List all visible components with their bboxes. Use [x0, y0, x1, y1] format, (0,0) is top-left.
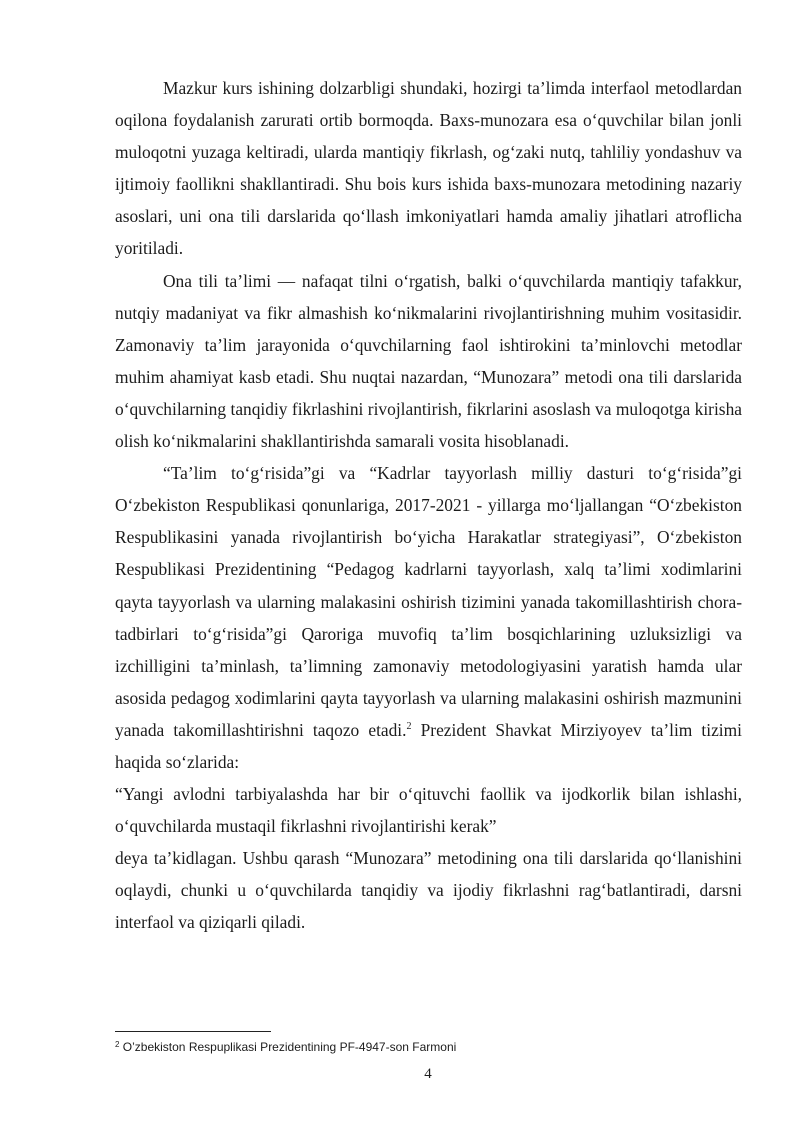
footnote-marker: 2	[115, 1040, 120, 1049]
body-text	[115, 72, 742, 939]
paragraph-3-text: “Ta’lim to‘g‘risida”gi va “Kadrlar tayyorlash milliy dasturi to‘g‘risida”gi O‘zbekiston Respublikasi qonunlariga, 2017-2021 - yillarga mo‘ljallangan “O‘zbekiston Respublikasini yanada rivojlantirish bo‘yicha Harakatlar strategiyasi”, O‘zbekiston Respublikasi Prezidentining “Pedagog kadrlarni tayyorlash, xalq ta’limi xodimlarini qayta tayyorlash va ularning malakasini oshirish tizimini yanada takomillashtirish chora-tadbirlari to‘g‘risida”gi Qaroriga muvofiq ta’lim bosqichlarining uzluksizligi va izchilligini ta’minlash, ta’limning zamonaviy metodologiyasini yaratish hamda ular asosida pedagog xodimlarini qayta tayyorlash va ularning malakasini oshirish mazmunini yanada takomillashtirishni taqozo etadi.	[115, 463, 742, 740]
footnote-reference: 2	[406, 720, 412, 732]
paragraph-3	[115, 457, 742, 778]
footnote	[115, 1039, 742, 1055]
quotation: “Yangi avlodni tarbiyalashda har bir o‘qituvchi faollik va ijodkorlik bilan ishlashi, o‘quvchilarda mustaqil fikrlashni rivojlantirishi kerak”	[115, 784, 742, 837]
paragraph-2: Ona tili ta’limi — nafaqat tilni o‘rgatish, balki o‘quvchilarda mantiqiy tafakkur, nutqiy madaniyat va fikr almashish ko‘nikmalarini rivojlantirishning muhim vositasidir. Zamonaviy ta’lim jarayonida o‘quvchilarning faol ishtirokini ta’minlovchi metodlar muhim ahamiyat kasb etadi. Shu nuqtai nazardan, “Munozara” metodi ona tili darslarida o‘quvchilarning tanqidiy fikrlashini rivojlantirish, fikrlarini asoslash va muloqotga kirisha olish ko‘nikmalarini shakllantirishda samarali vosita hisoblanadi.	[115, 270, 742, 452]
paragraph-1: Mazkur kurs ishining dolzarbligi shundaki, hozirgi ta’limda interfaol metodlardan oqilona foydalanish zarurati ortib bormoqda. Baxs-munozara esa o‘quvchilar bilan jonli muloqotni yuzaga keltiradi, ularda mantiqiy fikrlash, og‘zaki nutq, tahliliy yondashuv va ijtimoiy faollikni shakllantiradi. Shu bois kurs ishida baxs-munozara metodining nazariy asoslari, uni ona tili darslarida qo‘llash imkoniyatlari hamda amaliy jihatlari atroflicha yoritiladi.	[115, 78, 742, 259]
page-number: 4	[424, 1066, 432, 1082]
paragraph-3-continuation: Prezident Shavkat Mirziyoyev ta’lim tizimi haqida so‘zlarida:	[115, 719, 742, 772]
paragraph-4: deya ta’kidlagan. Ushbu qarash “Munozara” metodining ona tili darslarida qo‘llanishini oqlaydi, chunki u o‘quvchilarda tanqidiy va ijodiy fikrlashni rag‘batlantiradi, darsni interfaol va qiziqarli qiladi.	[115, 848, 742, 933]
footnote-separator	[115, 1031, 271, 1032]
footnote-text: O’zbekiston Respuplikasi Prezidentining PF-4947-son Farmoni	[119, 1040, 457, 1054]
